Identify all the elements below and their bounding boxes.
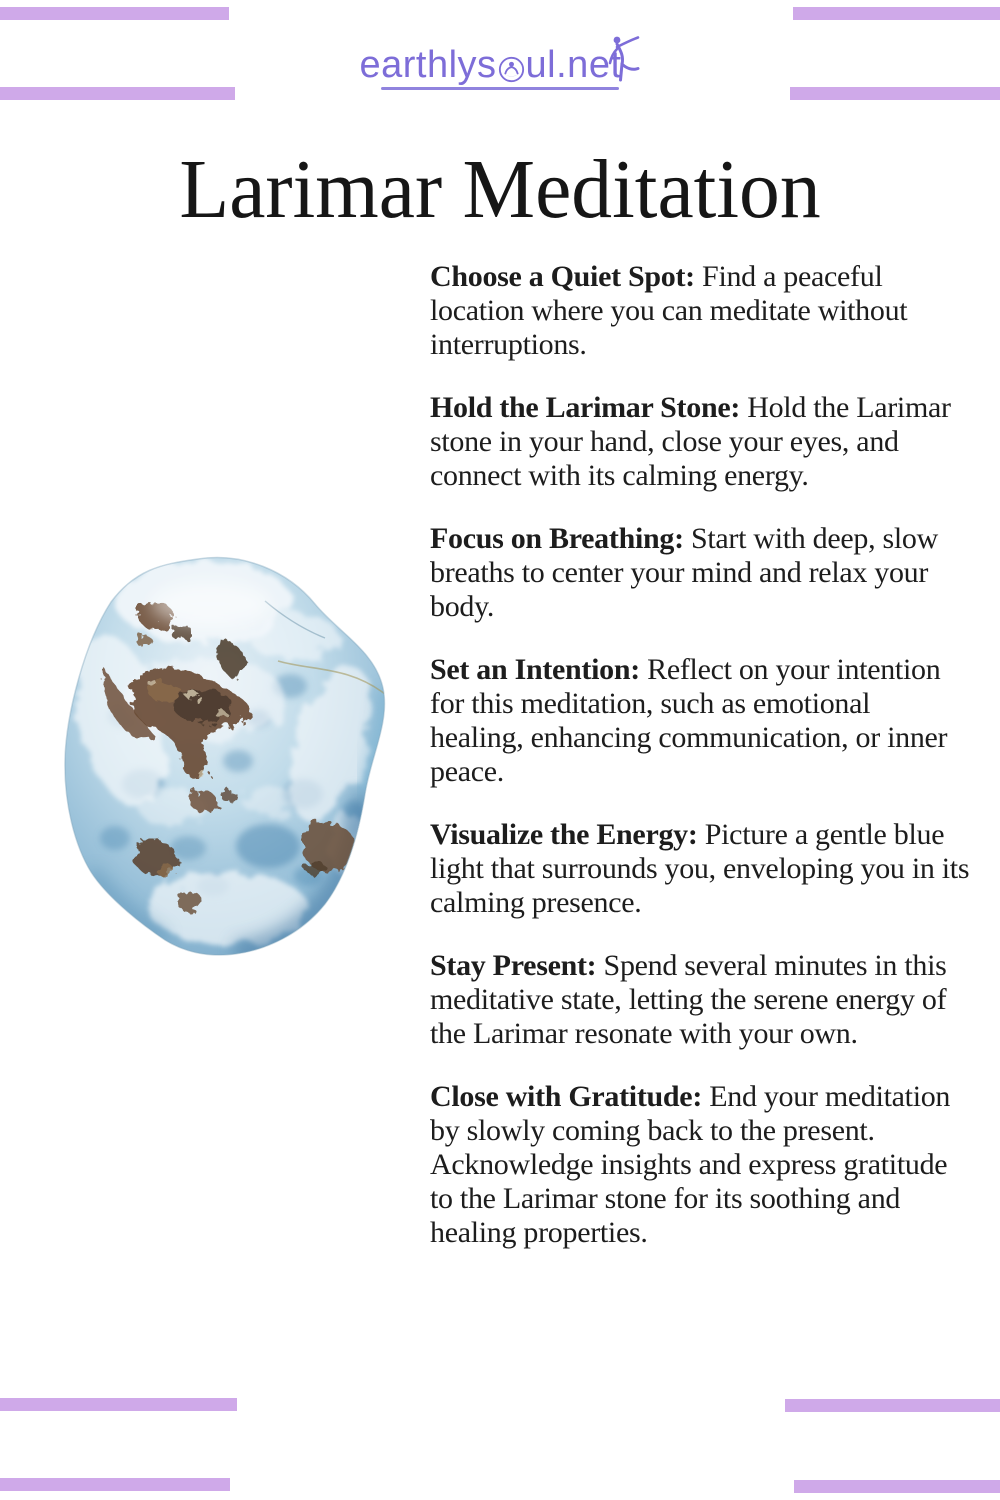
step-heading: Choose a Quiet Spot: (430, 260, 695, 293)
step-text: End your meditation by slowly coming back to the present. Acknowledge insights and express gratitude to the Larimar stone for its soothing and healing properties. (430, 1080, 951, 1249)
step-text: Find a peaceful location where you can meditate without interruptions. (430, 260, 908, 361)
meditation-steps-list (430, 260, 970, 1279)
meditation-step (430, 260, 970, 362)
logo-text-prefix: earthlys (359, 44, 497, 86)
step-heading: Stay Present: (430, 949, 597, 982)
step-heading: Focus on Breathing: (430, 522, 684, 555)
step-text: Spend several minutes in this meditative state, letting the serene energy of the Larimar resonate with your own. (430, 949, 947, 1050)
page-title: Larimar Meditation (179, 144, 821, 236)
meditation-step (430, 653, 970, 789)
meditation-step (430, 949, 970, 1051)
dancer-figure-icon (607, 34, 641, 82)
meditation-step (430, 1080, 970, 1250)
logo-underline (381, 87, 619, 90)
larimar-stone-image (53, 546, 393, 966)
decor-bar-top-left-1 (0, 7, 229, 20)
site-logo (0, 34, 1000, 90)
logo-text-middle: ul.ne (525, 44, 611, 86)
step-text: Picture a gentle blue light that surrounds you, enveloping you in its calming presence. (430, 818, 970, 919)
site-logo-text (359, 34, 640, 86)
decor-bar-bottom-left-1 (0, 1398, 237, 1411)
meditation-step (430, 522, 970, 624)
step-heading: Set an Intention: (430, 653, 640, 686)
step-heading: Hold the Larimar Stone: (430, 391, 741, 424)
logo-text-last: t (610, 44, 622, 86)
step-heading: Close with Gratitude: (430, 1080, 703, 1113)
decor-bar-bottom-right-1 (785, 1399, 1000, 1412)
decor-bar-bottom-left-2 (0, 1478, 230, 1491)
decor-bar-top-right-1 (793, 7, 1000, 20)
step-text: Start with deep, slow breaths to center your mind and relax your body. (430, 522, 938, 623)
step-text: Hold the Larimar stone in your hand, close your eyes, and connect with its calming energy. (430, 391, 951, 492)
step-heading: Visualize the Energy: (430, 818, 698, 851)
meditation-step (430, 818, 970, 920)
meditation-step (430, 391, 970, 493)
meditating-person-icon (498, 56, 525, 83)
step-text: Reflect on your intention for this meditation, such as emotional healing, enhancing communication, or inner peace. (430, 653, 948, 788)
decor-bar-bottom-right-2 (794, 1480, 1000, 1493)
